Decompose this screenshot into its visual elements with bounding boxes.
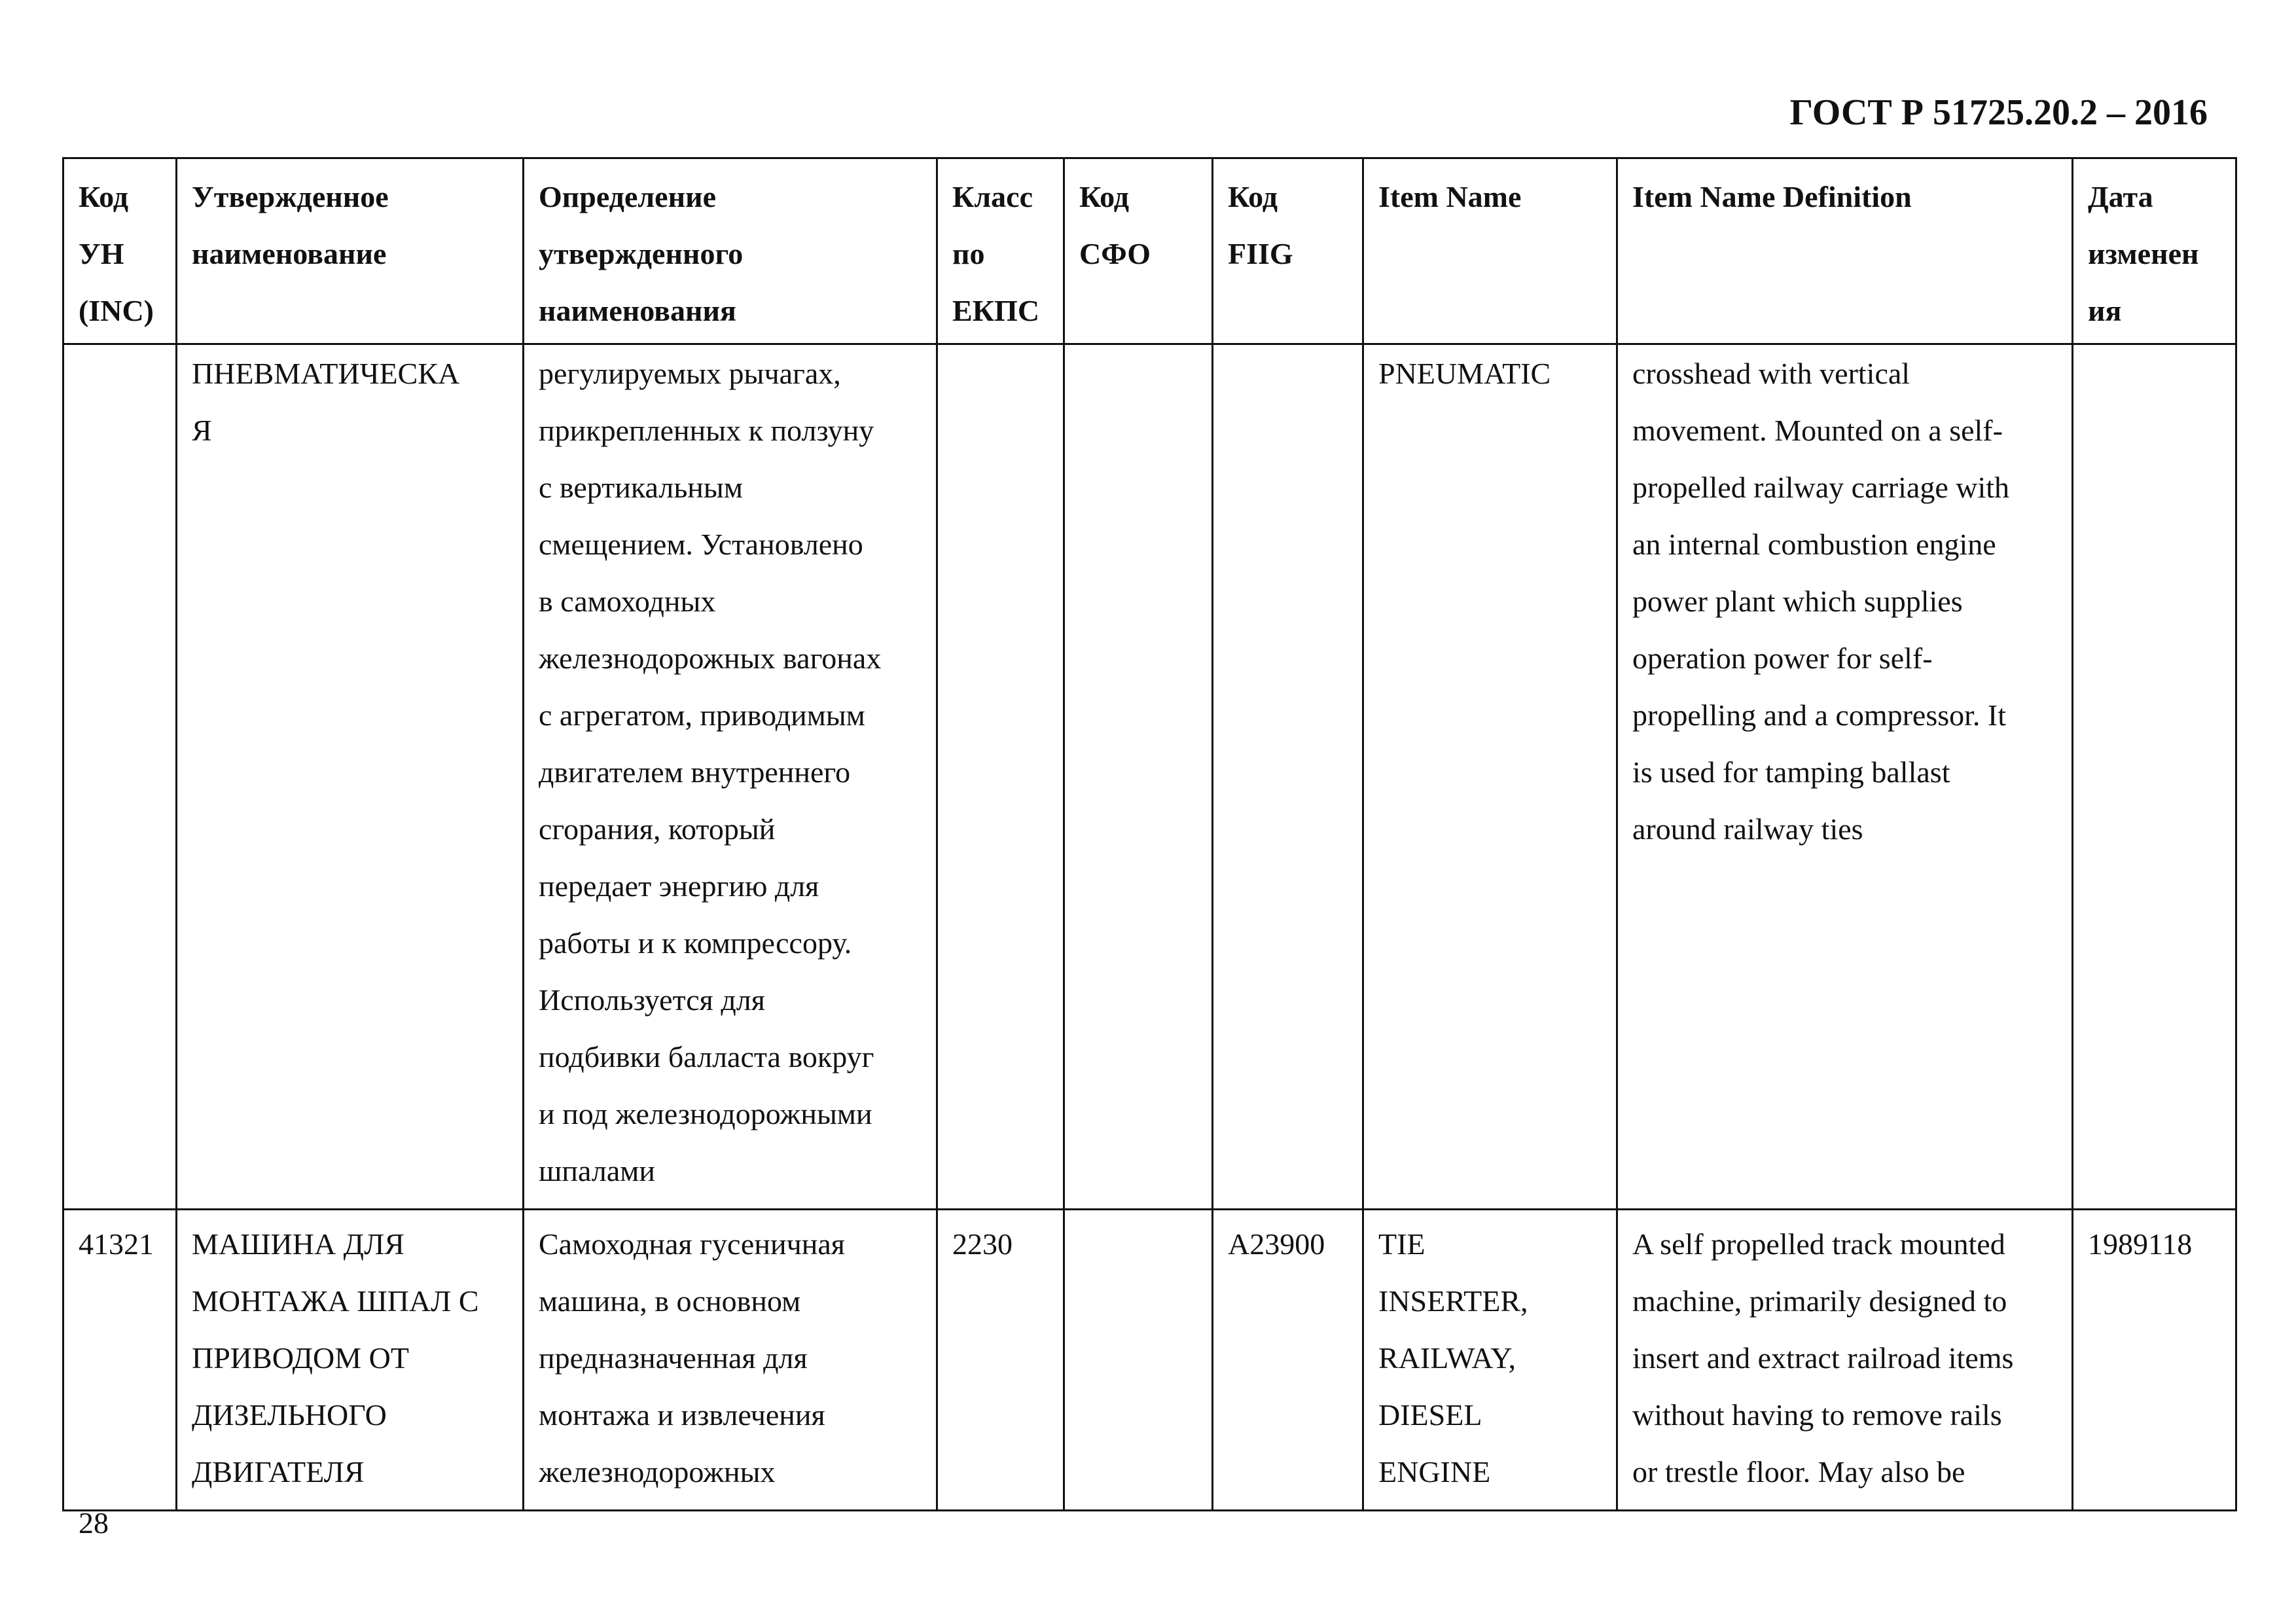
cell-text-line: 2230: [952, 1227, 1013, 1261]
cell-text-line: ПРИВОДОМ ОТ: [192, 1341, 409, 1375]
cell-text-line: without having to remove rails: [1632, 1398, 2002, 1432]
cell-text-line: МАШИНА ДЛЯ: [192, 1227, 404, 1261]
cell-text-line: Код: [1079, 180, 1130, 213]
col-header-sfo-code: [1064, 158, 1213, 344]
cell-text-line: ия: [2088, 294, 2122, 327]
cell-text-line: TIE: [1378, 1227, 1426, 1261]
col-header-ekps-class: [937, 158, 1064, 344]
table-row: [63, 1210, 2236, 1511]
cell-text-line: СФО: [1079, 237, 1151, 270]
cell-text-line: Дата: [2088, 180, 2153, 213]
cell-text-line: crosshead with vertical: [1632, 357, 1910, 390]
cell-text-line: ЕКПС: [952, 294, 1040, 327]
cell-inc: [63, 1210, 177, 1511]
col-header-change-date: [2073, 158, 2236, 344]
cell-text-line: Используется для: [539, 983, 765, 1017]
cell-text-line: Item Name Definition: [1632, 180, 1912, 213]
cell-text-line: смещением. Установлено: [539, 528, 863, 561]
cell-text-line: machine, primarily designed to: [1632, 1284, 2007, 1318]
cell-sfo-code: [1064, 1210, 1213, 1511]
cell-item-name-definition: [1617, 344, 2073, 1210]
cell-text-line: RAILWAY,: [1378, 1341, 1516, 1375]
cell-text-line: ДИЗЕЛЬНОГО: [192, 1398, 387, 1432]
cell-inc: [63, 344, 177, 1210]
cell-text-line: изменен: [2088, 237, 2199, 270]
col-header-item-name: [1363, 158, 1617, 344]
catalog-table: [62, 157, 2237, 1511]
cell-text-line: с вертикальным: [539, 471, 743, 504]
cell-text-line: 1989118: [2088, 1227, 2193, 1261]
cell-text-line: INSERTER,: [1378, 1284, 1528, 1318]
cell-fiig-code: [1213, 1210, 1363, 1511]
cell-text-line: movement. Mounted on a self-: [1632, 414, 2003, 447]
table-header-row: [63, 158, 2236, 344]
cell-text-line: по: [952, 237, 985, 270]
cell-text-line: в самоходных: [539, 585, 716, 618]
col-header-item-name-definition: [1617, 158, 2073, 344]
cell-text-line: FIIG: [1228, 237, 1293, 270]
cell-text-line: Я: [192, 414, 212, 447]
cell-text-line: A23900: [1228, 1227, 1325, 1261]
document-standard-number: ГОСТ Р 51725.20.2 – 2016: [1789, 92, 2208, 133]
cell-text-line: утвержденного: [539, 237, 744, 270]
cell-text-line: наименование: [192, 237, 387, 270]
cell-text-line: с агрегатом, приводимым: [539, 698, 865, 732]
cell-item-name: [1363, 1210, 1617, 1511]
col-header-approved-name: [177, 158, 524, 344]
cell-text-line: ПНЕВМАТИЧЕСКА: [192, 357, 460, 390]
cell-text-line: DIESEL: [1378, 1398, 1482, 1432]
cell-ekps-class: [937, 344, 1064, 1210]
cell-text-line: прикрепленных к ползуну: [539, 414, 874, 447]
cell-text-line: is used for tamping ballast: [1632, 755, 1950, 789]
cell-text-line: монтажа и извлечения: [539, 1398, 825, 1432]
cell-text-line: Код: [1228, 180, 1278, 213]
cell-item-name-definition: [1617, 1210, 2073, 1511]
cell-text-line: Самоходная гусеничная: [539, 1227, 845, 1261]
cell-sfo-code: [1064, 344, 1213, 1210]
col-header-inc: [63, 158, 177, 344]
cell-text-line: работы и к компрессору.: [539, 926, 852, 960]
cell-text-line: шпалами: [539, 1154, 655, 1187]
page-number: 28: [79, 1506, 109, 1540]
cell-text-line: МОНТАЖА ШПАЛ С: [192, 1284, 479, 1318]
cell-text-line: an internal combustion engine: [1632, 528, 1996, 561]
cell-text-line: железнодорожных: [539, 1455, 776, 1489]
col-header-approved-name-definition: [524, 158, 937, 344]
cell-text-line: предназначенная для: [539, 1341, 808, 1375]
table-row: [63, 344, 2236, 1210]
cell-change-date: [2073, 344, 2236, 1210]
cell-text-line: машина, в основном: [539, 1284, 801, 1318]
cell-change-date: [2073, 1210, 2236, 1511]
cell-text-line: propelled railway carriage with: [1632, 471, 2010, 504]
cell-text-line: ENGINE: [1378, 1455, 1491, 1489]
cell-text-line: operation power for self-: [1632, 641, 1933, 675]
cell-text-line: сгорания, который: [539, 812, 776, 846]
cell-text-line: передает энергию для: [539, 869, 819, 903]
col-header-fiig-code: [1213, 158, 1363, 344]
cell-text-line: Item Name: [1378, 180, 1522, 213]
cell-text-line: PNEUMATIC: [1378, 357, 1551, 390]
cell-text-line: ДВИГАТЕЛЯ: [192, 1455, 365, 1489]
cell-ekps-class: [937, 1210, 1064, 1511]
cell-text-line: or trestle floor. May also be: [1632, 1455, 1965, 1489]
cell-text-line: power plant which supplies: [1632, 585, 1963, 618]
cell-text-line: Класс: [952, 180, 1033, 213]
cell-text-line: УН: [79, 237, 124, 270]
cell-text-line: (INC): [79, 294, 154, 327]
cell-text-line: A self propelled track mounted: [1632, 1227, 2005, 1261]
cell-approved-name: [177, 1210, 524, 1511]
cell-text-line: железнодорожных вагонах: [539, 641, 882, 675]
cell-text-line: регулируемых рычагах,: [539, 357, 841, 390]
cell-text-line: подбивки балласта вокруг: [539, 1040, 874, 1074]
cell-definition: [524, 344, 937, 1210]
cell-text-line: Код: [79, 180, 129, 213]
cell-text-line: наименования: [539, 294, 736, 327]
cell-text-line: insert and extract railroad items: [1632, 1341, 2014, 1375]
cell-text-line: around railway ties: [1632, 812, 1863, 846]
cell-text-line: двигателем внутреннего: [539, 755, 851, 789]
cell-text-line: Определение: [539, 180, 717, 213]
cell-text-line: и под железнодорожными: [539, 1097, 872, 1130]
cell-text-line: propelling and a compressor. It: [1632, 698, 2007, 732]
cell-text-line: Утвержденное: [192, 180, 389, 213]
cell-fiig-code: [1213, 344, 1363, 1210]
cell-text-line: 41321: [79, 1227, 154, 1261]
cell-definition: [524, 1210, 937, 1511]
cell-approved-name: [177, 344, 524, 1210]
cell-item-name: [1363, 344, 1617, 1210]
